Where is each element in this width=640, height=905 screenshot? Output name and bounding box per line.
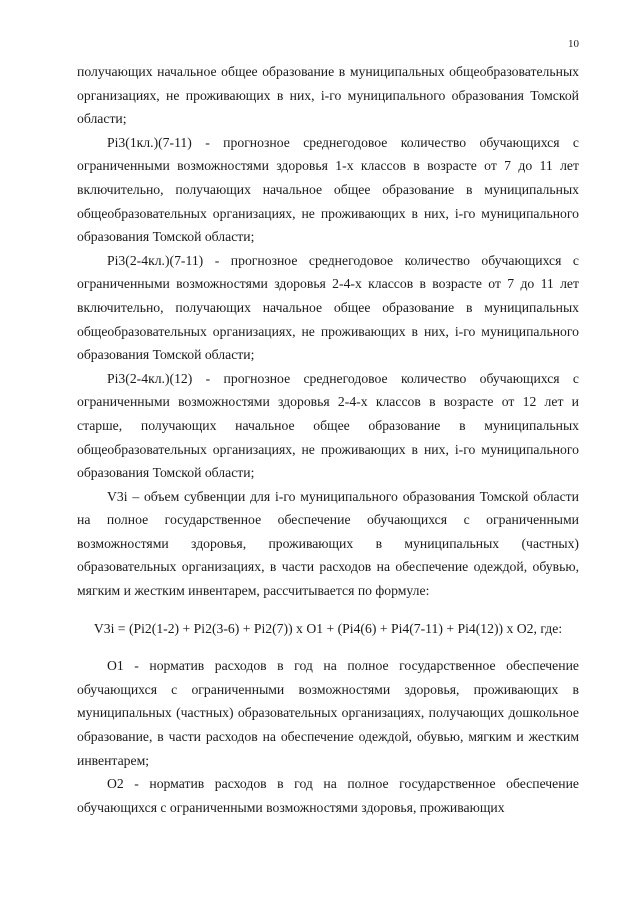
paragraph-continuation: получающих начальное общее образование в муниципальных общеобразовательных организациях, не проживающих в них, i-го муниципального образования Томской области; [77,64,579,127]
paragraph-o1-definition: O1 - норматив расходов в год на полное государственное обеспечение обучающихся с ограниченными возможностями здоровья, проживающих в муниципальных (частных) образовательных организациях, получающих дошкольное образование, в части расходов на обеспечение одеждой, обувью, мягким и жестким инвентарем; [77,658,579,768]
paragraph-pi3-1kl-7-11: Pi3(1кл.)(7-11) - прогнозное среднегодовое количество обучающихся с ограниченными возможностями здоровья 1-х классов в возрасте от 7 до 11 лет включительно, получающих начальное общее образование в муниципальных общеобразовательных организациях, не проживающих в них, i-го муниципального образования Томской области; [77,134,579,245]
paragraph-v3i-definition: V3i – объем субвенции для i-го муниципального образования Томской области на полное государственное обеспечение обучающихся с ограниченными возможностями здоровья, проживающих в муниципальных (частных) образовательных организациях, в части расходов на обеспечение одеждой, обувью, мягким и жестким инвентарем, рассчитывается по формуле: [77,488,579,599]
paragraph-pi3-2-4kl-7-11: Pi3(2-4кл.)(7-11) - прогнозное среднегодовое количество обучающихся с ограниченными возможностями здоровья 2-4-х классов в возрасте от 7 до 11 лет включительно, получающих начальное общее образование в муниципальных общеобразовательных организациях, не проживающих в них, i-го муниципального образования Томской области; [77,252,579,363]
document-body [77,60,579,819]
paragraph-o2-definition: O2 - норматив расходов в год на полное государственное обеспечение обучающихся с ограниченными возможностями здоровья, проживающих [77,776,579,815]
page-number: 10 [568,38,579,50]
paragraph-pi3-2-4kl-12: Pi3(2-4кл.)(12) - прогнозное среднегодовое количество обучающихся с ограниченными возможностями здоровья 2-4-х классов в возрасте от 12 лет и старше, получающих начальное общее образование в муниципальных общеобразовательных организациях, не проживающих в них, i-го муниципального образования Томской области; [77,370,579,481]
formula-v3i: V3i = (Pi2(1-2) + Pi2(3-6) + Pi2(7)) x O1 + (Pi4(6) + Pi4(7-11) + Pi4(12)) x O2, где: [93,620,563,636]
